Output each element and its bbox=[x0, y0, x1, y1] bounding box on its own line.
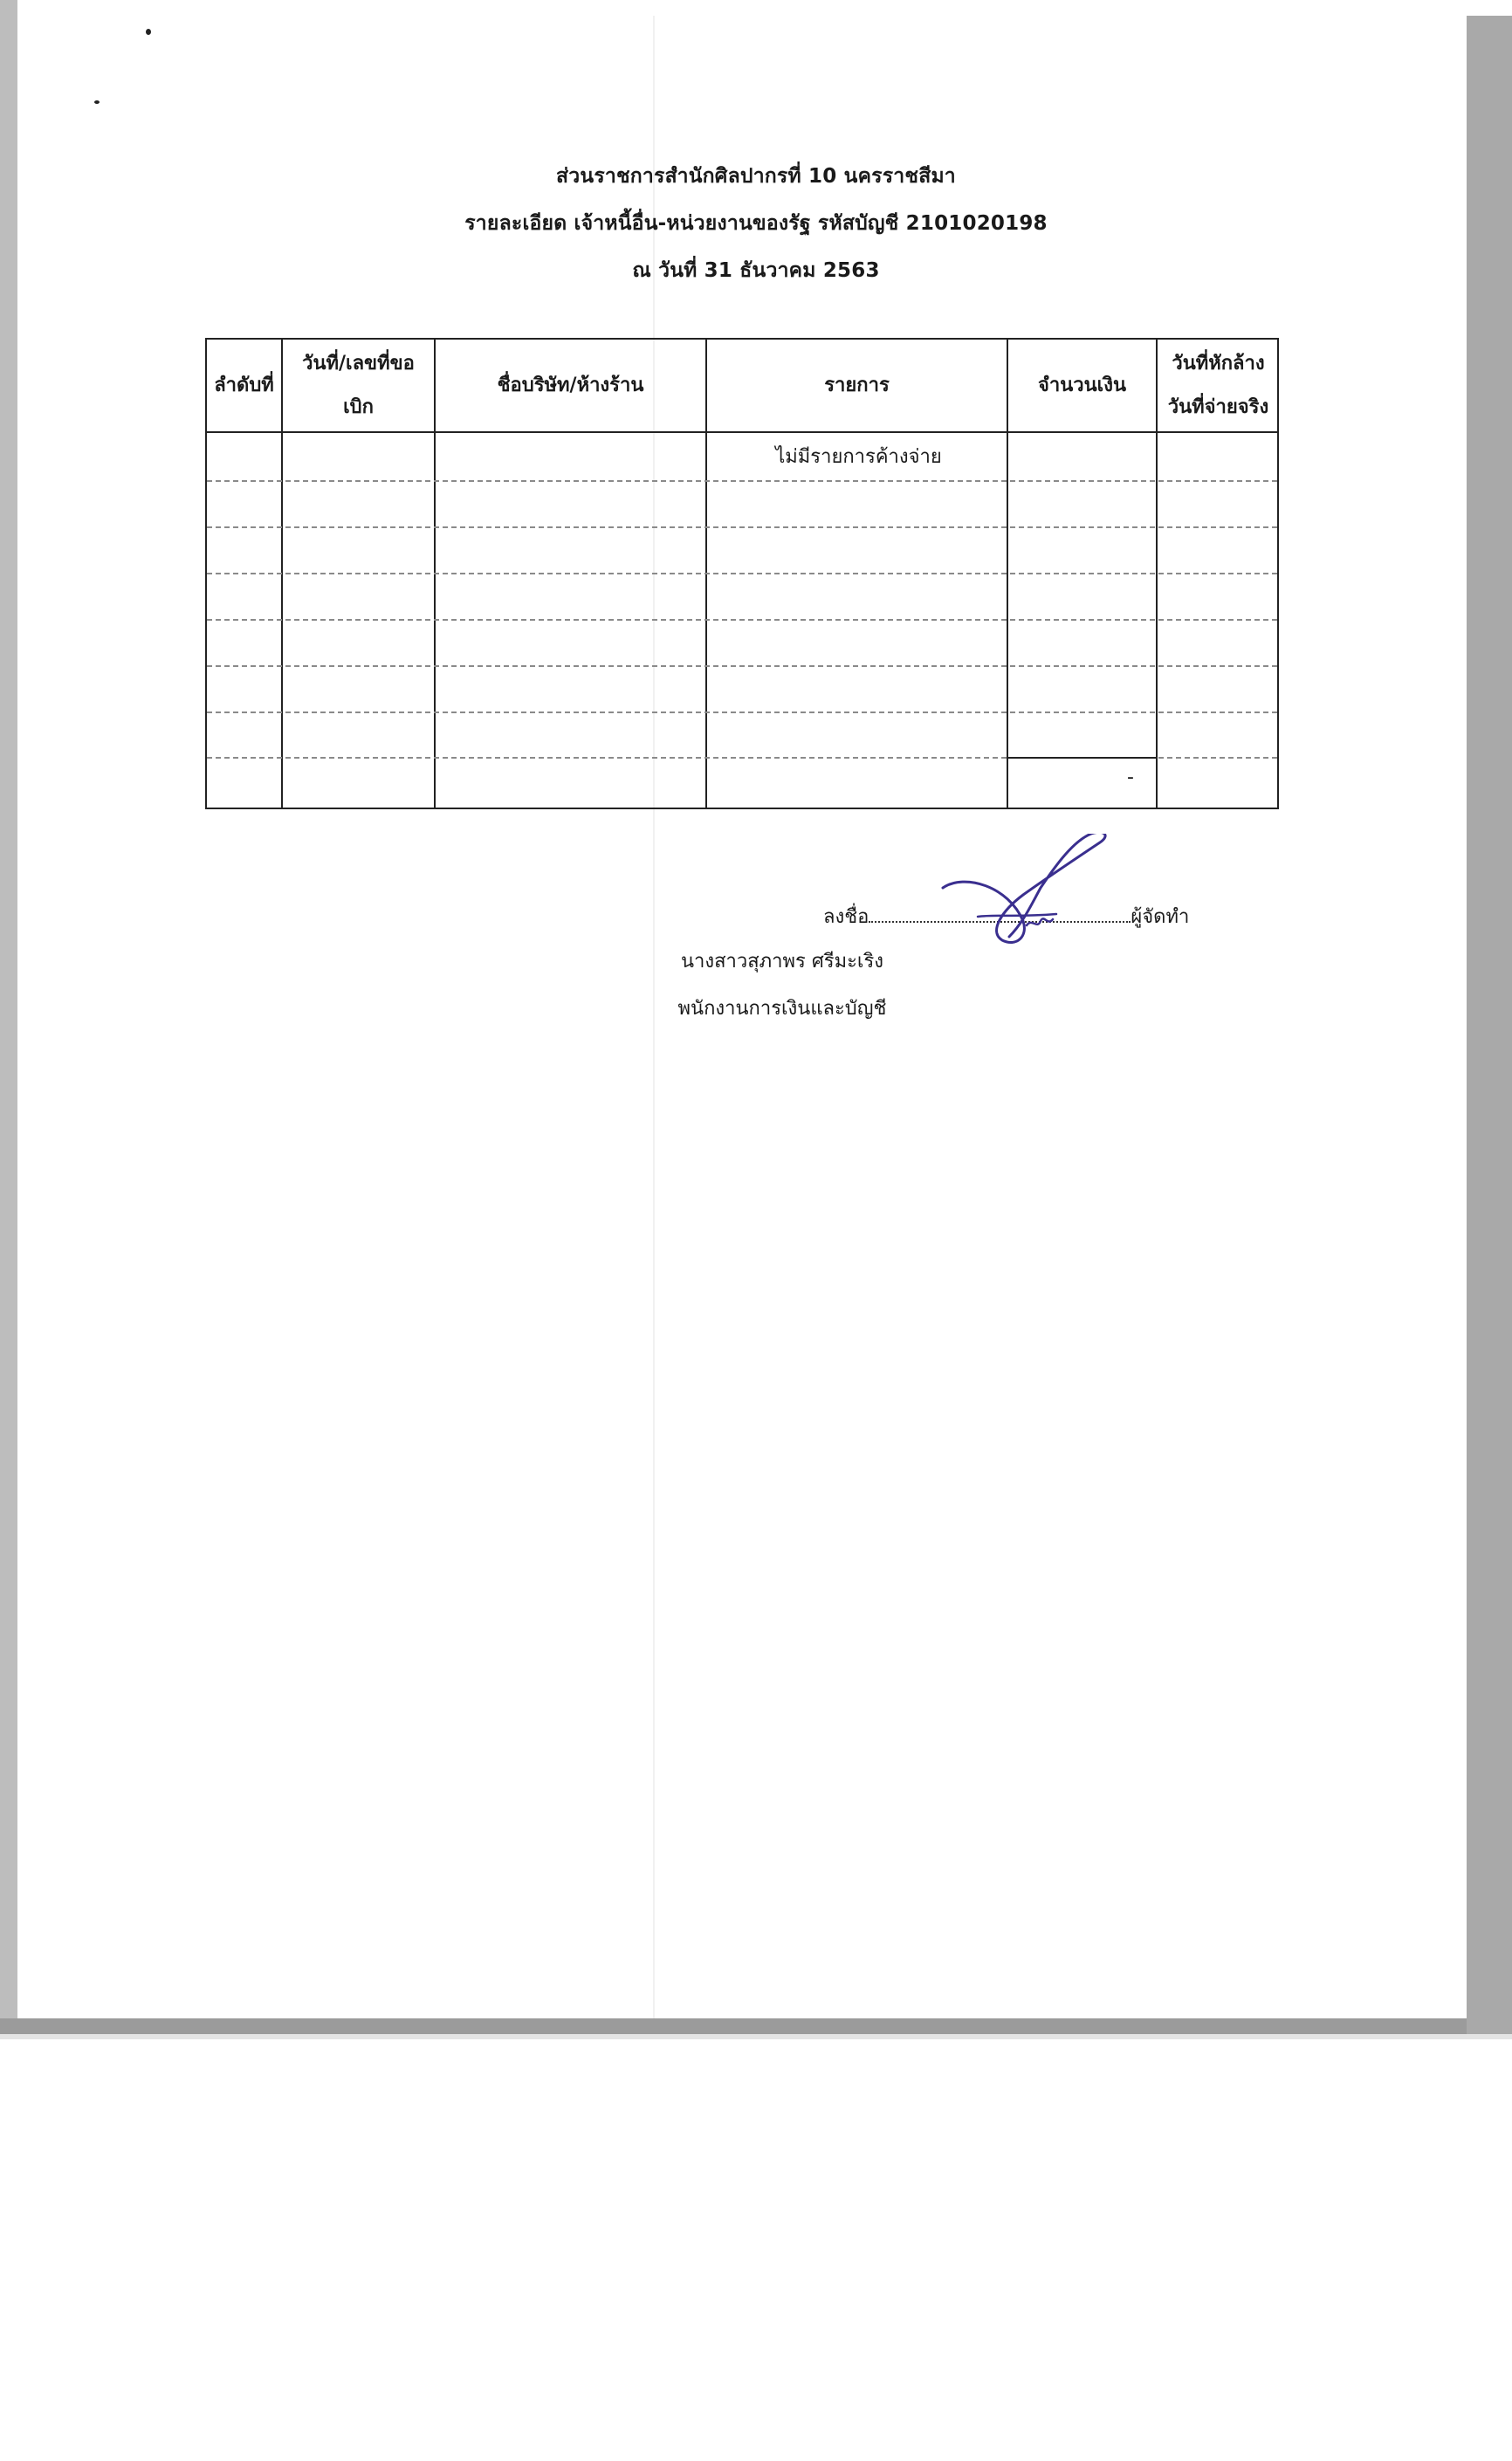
header-line-1: ส่วนราชการสำนักศิลปากรที่ 10 นครราชสีมา bbox=[556, 165, 956, 188]
total-amount: - bbox=[1127, 766, 1134, 788]
header-divider bbox=[207, 431, 1277, 433]
scan-speck bbox=[146, 29, 151, 35]
scan-border-right bbox=[1467, 16, 1512, 2034]
col-header-date-request: วันที่/เลขที่ขอ เบิก bbox=[302, 352, 415, 418]
signature-prefix: ลงชื่อ bbox=[823, 906, 869, 928]
col-header-sequence: ลำดับที่ bbox=[214, 374, 274, 396]
row-divider bbox=[207, 619, 1277, 621]
scan-border-bottom bbox=[0, 2018, 1467, 2034]
no-outstanding-note: ไม่มีรายการค้างจ่าย bbox=[775, 445, 942, 468]
row-divider bbox=[207, 711, 1277, 713]
row-divider bbox=[207, 665, 1277, 667]
col-header-item: รายการ bbox=[824, 374, 890, 396]
col-header-clearing-date: วันที่หักล้าง วันที่จ่ายจริง bbox=[1167, 352, 1269, 418]
signer-position: พนักงานการเงินและบัญชี bbox=[677, 998, 887, 1020]
col-header-amount: จำนวนเงิน bbox=[1038, 374, 1126, 396]
header-line-3: ณ วันที่ 31 ธันวาคม 2563 bbox=[632, 259, 880, 282]
header-line-2: รายละเอียด เจ้าหนี้อื่น-หน่วยงานของรัฐ รหัสบัญชี 2101020198 bbox=[464, 212, 1048, 235]
signer-name: นางสาวสุภาพร ศรีมะเริง bbox=[680, 951, 884, 973]
row-divider bbox=[207, 573, 1277, 574]
scan-border-fade bbox=[0, 2034, 1512, 2039]
row-divider bbox=[207, 526, 1277, 528]
signature-suffix: ผู้จัดทำ bbox=[1131, 906, 1190, 928]
scan-speck bbox=[94, 100, 100, 104]
col-header-company: ชื่อบริษัท/ห้างร้าน bbox=[497, 374, 644, 396]
row-divider bbox=[207, 480, 1277, 482]
creditor-table bbox=[205, 338, 1279, 809]
